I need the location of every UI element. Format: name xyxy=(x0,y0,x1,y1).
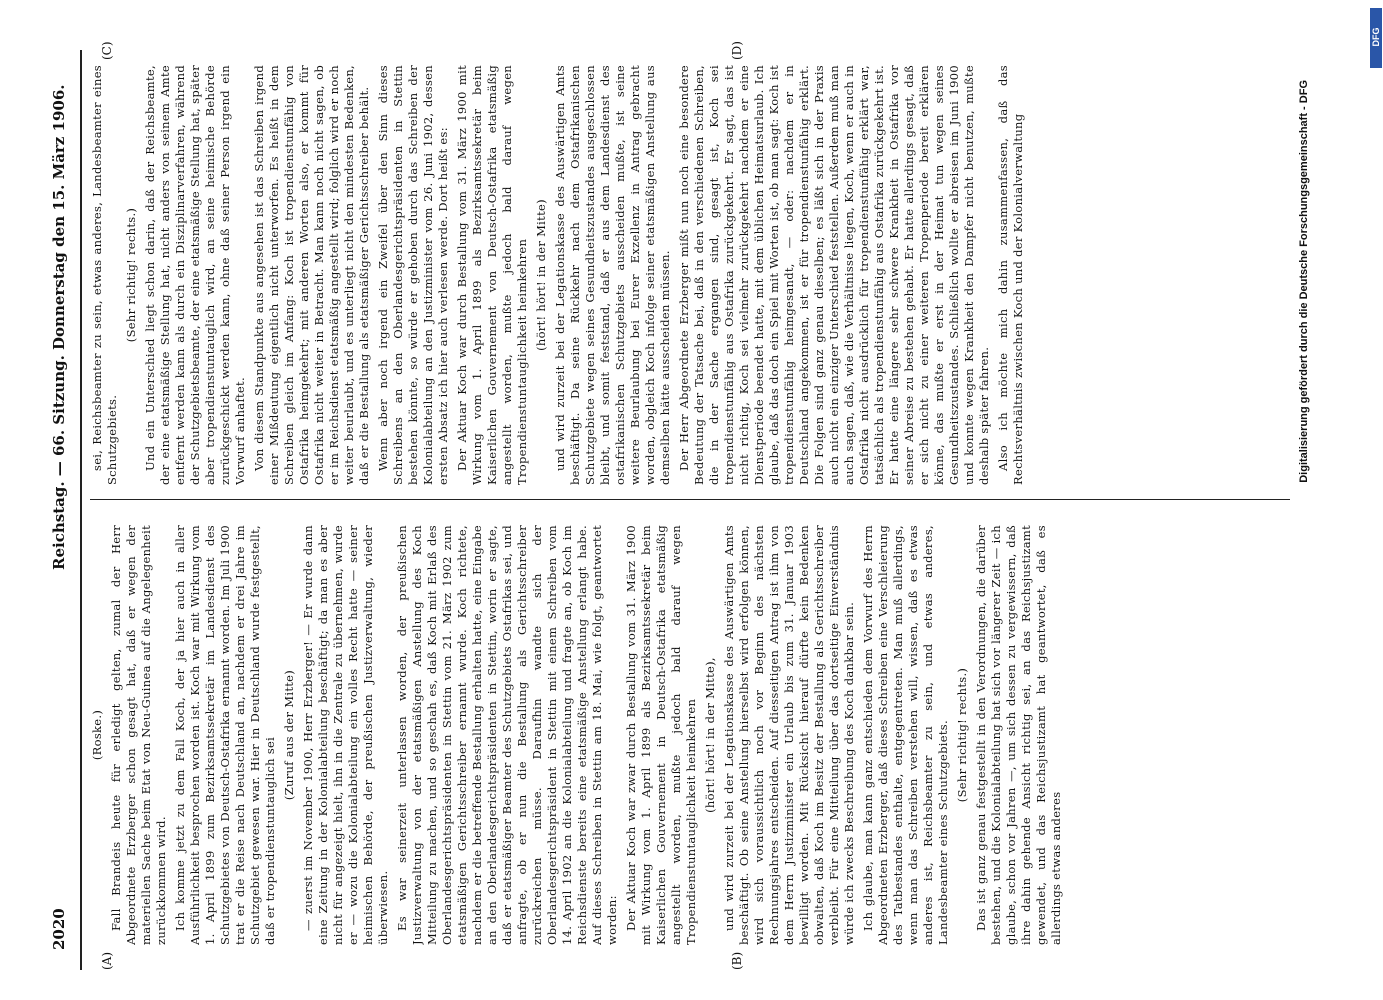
funding-credit: Digitalisierung gefördert durch die Deutsche Forschungsgemeinschaft - DFG xyxy=(1298,80,1310,483)
margin-marker-c: (C) xyxy=(100,41,114,60)
margin-marker-a: (A) xyxy=(100,951,114,970)
paragraph: Von diesem Standpunkte aus angesehen ist das Schreiben irgend einer Mißdeutung eigentlich nicht unterworfen. Es heißt in dem Schreiben gleich im Anfang: Koch ist tropendienstunfähig von Ostafrika heimgekehrt; mit anderen Worten also, er kommt für Ostafrika nicht weiter in Betracht. Man kann noch nicht sagen, ob er im Reichsdienst etatsmäßig angestellt wird; folglich wird er noch weiter beurlaubt, und es unterliegt nicht den mindesten Bedenken, daß er die Bestallung als etatsmäßiger Gerichtsschreiber behält. xyxy=(252,65,371,485)
margin-marker-d: (D) xyxy=(730,41,744,60)
quoted-paragraph: und wird zurzeit bei der Legationskasse des Auswärtigen Amts beschäftigt. Ob seine Anstellung hierselbst wird erfolgen können, wird sich voraussichtlich noch vor Beginn des nächsten Rechnungsjahres entscheiden. Auf diesseitigen Antrag ist ihm von dem Herrn Justizminister ein Urlaub bis zum 31. Januar 1903 bewilligt worden. Mit Rücksicht hierauf dürfte kein Bedenken obwalten, daß Koch im Besitz der Bestallung als Gerichtsschreiber verbleibt. Für eine Mitteilung über das dortseitige Einverständnis würde ich zwecks Beschreibung des Koch dankbar sein. xyxy=(722,525,856,945)
interjection: (Sehr richtig! rechts.) xyxy=(955,667,969,803)
column-right xyxy=(90,65,1320,485)
interjection: (hört! hört! in der Mitte) xyxy=(534,199,548,351)
interjection: (Zuruf aus der Mitte) xyxy=(282,669,296,801)
interjection: (hört! hört! in der Mitte), xyxy=(703,657,717,813)
quoted-paragraph: Der Aktuar Koch war durch Bestallung vom 31. März 1900 mit Wirkung vom 1. April 1899 als Bezirksamtssekretär beim Kaiserlichen Gouvernement von Deutsch-Ostafrika etatsmäßig angestellt worden, mußte jedoch bald darauf wegen Tropendienstuntauglichkeit heimkehren xyxy=(455,65,529,485)
page-title: Reichstag. — 66. Sitzung. Donnerstag den 15. März 1906. xyxy=(50,84,68,570)
paragraph: Fall Brandeis heute für erledigt gelten, zumal der Herr Abgeordnete Erzberger schon gesagt hat, daß er wegen der materiellen Sache beim Etat von Neu-Guinea auf die Angelegenheit zurückkommen wird. xyxy=(109,525,168,945)
page-header xyxy=(40,50,80,950)
quoted-paragraph: und wird zurzeit bei der Legationskasse des Auswärtigen Amts beschäftigt. Da seine Rückkehr nach dem Ostafrikanischen Schutzgebiete wegen seines Gesundheitszustandes ausgeschlossen bleibt, und somit feststand, daß er aus dem Landesdienst des ostafrikanischen Schutzgebiets ausscheiden mußte, ist seine weitere Beurlaubung bei Eurer Exzellenz in Antrag gebracht worden, obgleich Koch infolge seiner etatsmäßigen Anstellung aus demselben hätte ausscheiden müssen. xyxy=(553,65,672,485)
speaker-label: (Roske.) xyxy=(90,709,104,761)
interjection: (Sehr richtig! rechts.) xyxy=(124,207,138,343)
paragraph: — zuerst im November 1900, Herr Erzberger! — Er wurde dann eine Zeitung in der Kolonialabteilung beschäftigt; da man es aber nicht für angezeigt hielt, ihn in die Zentrale zu übernehmen, wurde er — wozu die Kolonialabteilung ein volles Recht hatte — seiner heimischen Behörde, der preußischen Justizverwaltung, wieder überwiesen. xyxy=(301,525,390,945)
paragraph: Es war seinerzeit unterlassen worden, der preußischen Justizverwaltung von der etatsmäßigen Anstellung des Koch Mitteilung zu machen, und so geschah es, daß Koch mit Erlaß des Oberlandesgerichtspräsidenten in Stettin vom 21. März 1902 zum etatsmäßigen Gerichtsschreiber ernannt wurde. Koch richtete, nachdem er die betreffende Bestallung erhalten hatte, eine Eingabe an den Oberlandesgerichtspräsidenten in Stettin, worin er sagte, daß er etatsmäßiger Beamter des Schutzgebiets Ostafrikas sei, und anfragte, ob er nun die Bestallung als Gerichtsschreiber zurückreichen müsse. Daraufhin wandte sich der Oberlandesgerichtspräsident in Stettin mit einem Schreiben vom 14. April 1902 an die Kolonialabteilung und fragte an, ob Koch im Reichsdienste bereits eine etatsmäßige Anstellung erlangt habe. Auf dieses Schreiben in Stettin am 18. Mai, wie folgt, geantwortet worden: xyxy=(395,525,619,945)
quoted-paragraph: Der Aktuar Koch war zwar durch Bestallung vom 31. März 1900 mit Wirkung vom 1. April 1899 als Bezirksamtssekretär beim Kaiserlichen Gouvernement in Deutsch-Ostafrika etatsmäßig angestellt worden, mußte jedoch bald darauf wegen Tropendienstuntauglichkeit heimkehren xyxy=(624,525,698,945)
paragraph: Ich komme jetzt zu dem Fall Koch, der ja hier auch in aller Ausführlichkeit besprochen worden ist. Koch war mit Wirkung vom 1. April 1899 zum Bezirksamtssekretär im Landesdienst des Schutzgebietes von Deutsch-Ostafrika ernannt worden. Im Juli 1900 trat er die Reise nach Deutschland an, nachdem er drei Jahre im Schutzgebiet gewesen war. Hier in Deutschland wurde festgestellt, daß er tropendienstuntauglich sei xyxy=(173,525,277,945)
header-rule xyxy=(80,50,82,970)
rotated-page xyxy=(40,30,1340,970)
dfg-logo-text: DFG xyxy=(1371,27,1381,47)
column-divider xyxy=(90,499,1290,500)
margin-marker-b: (B) xyxy=(730,951,744,970)
paragraph: sei, Reichsbeamter zu sein, etwas anderes, Landesbeamter eines Schutzgebiets. xyxy=(90,65,119,485)
digitization-footer xyxy=(1298,20,1338,980)
dfg-logo xyxy=(1370,8,1382,68)
paragraph: Ich glaube, man kann ganz entschieden dem Vorwurf des Herrn Abgeordneten Erzberger, daß dieses Schreiben eine Verschleierung des Tatbestandes enthalte, entgegentreten. Man muß allerdings, wenn man das Schreiben verstehen will, wissen, daß es etwas anderes ist, Reichsbeamter zu sein, und etwas anderes, Landesbeamter eines Schutzgebiets. xyxy=(861,525,950,945)
page-number: 2020 xyxy=(50,908,68,950)
paragraph: Also ich möchte mich dahin zusammenfassen, daß das Rechtsverhältnis zwischen Koch und der Kolonialverwaltung xyxy=(996,65,1025,485)
column-left xyxy=(90,525,1320,945)
paragraph: Der Herr Abgeordnete Erzberger mißt nun noch eine besondere Bedeutung der Tatsache bei, daß in den verschiedenen Schreiben, die in der Sache ergangen sind, gesagt ist, Koch sei tropendienstunfähig aus Ostafrika zurückgekehrt. Er sagt, das ist nicht richtig, Koch sei vielmehr zurückgekehrt nachdem er eine Dienstperiode beendet hatte, mit dem üblichen Heimatsurlaub. Ich glaube, daß das doch ein Spiel mit Worten ist, ob man sagt: Koch ist tropendienstunfähig heimgesandt, — oder: nachdem er in Deutschland angekommen, ist er für tropendienstunfähig erklärt. Die Folgen sind ganz genau dieselben; es läßt sich in der Praxis auch nicht ein einziger Unterschied feststellen. Außerdem muß man auch sagen, daß, wie die Verhältnisse liegen, Koch, wenn er auch in Ostafrika nicht ausdrücklich für tropendienstunfähig erklärt war, tatsächlich als tropendienstunfähig aus Ostafrika zurückgekehrt ist. Er hatte eine längere sehr schwere Krankheit in Ostafrika vor seiner Abreise zu bestehen gehabt. Er hatte allerdings gesagt, daß er sich nicht zu einer weiteren Tropenperiode bereit erklären könne, das mußte er erst in der Heimat tun wegen seines Gesundheitszustandes. Schließlich wollte er abreisen im Juni 1900 und konnte wegen Krankheit den Dampfer nicht benutzen, mußte deshalb später fahren. xyxy=(677,65,991,485)
paragraph: Wenn aber noch irgend ein Zweifel über den Sinn dieses Schreibens an den Oberlandesgerichtspräsidenten in Stettin bestehen könnte, so würde er gehoben durch das Schreiben der Kolonialabteilung an den Justizminister vom 26. Juni 1902, dessen ersten Absatz ich hier auch verlesen werde. Dort heißt es: xyxy=(376,65,450,485)
paragraph: Und ein Unterschied liegt schon darin, daß der Reichsbeamte, der eine etatsmäßige Stellung hat, nicht anders von seinem Amte entfernt werden kann als durch ein Disziplinarverfahren, während der Schutzgebietsbeamte, der eine etatsmäßige Stellung hat, später aber tropendienstuntauglich wird, an seine heimische Behörde zurückgeschickt werden kann, ohne daß seiner Person irgend ein Vorwurf anhaftet. xyxy=(143,65,247,485)
paragraph: Das ist ganz genau festgestellt in den Verordnungen, die darüber bestehen, und die Kolonialabteilung hat sich vor längerer Zeit — ich glaube, schon vor Jahren —, um sich dessen zu vergewissern, daß ihre dahin gehende Ansicht richtig sei, an das Reichsjustizamt gewendet, und das Reichsjustizamt hat geantwortet, daß es allerdings etwas anderes xyxy=(974,525,1063,945)
